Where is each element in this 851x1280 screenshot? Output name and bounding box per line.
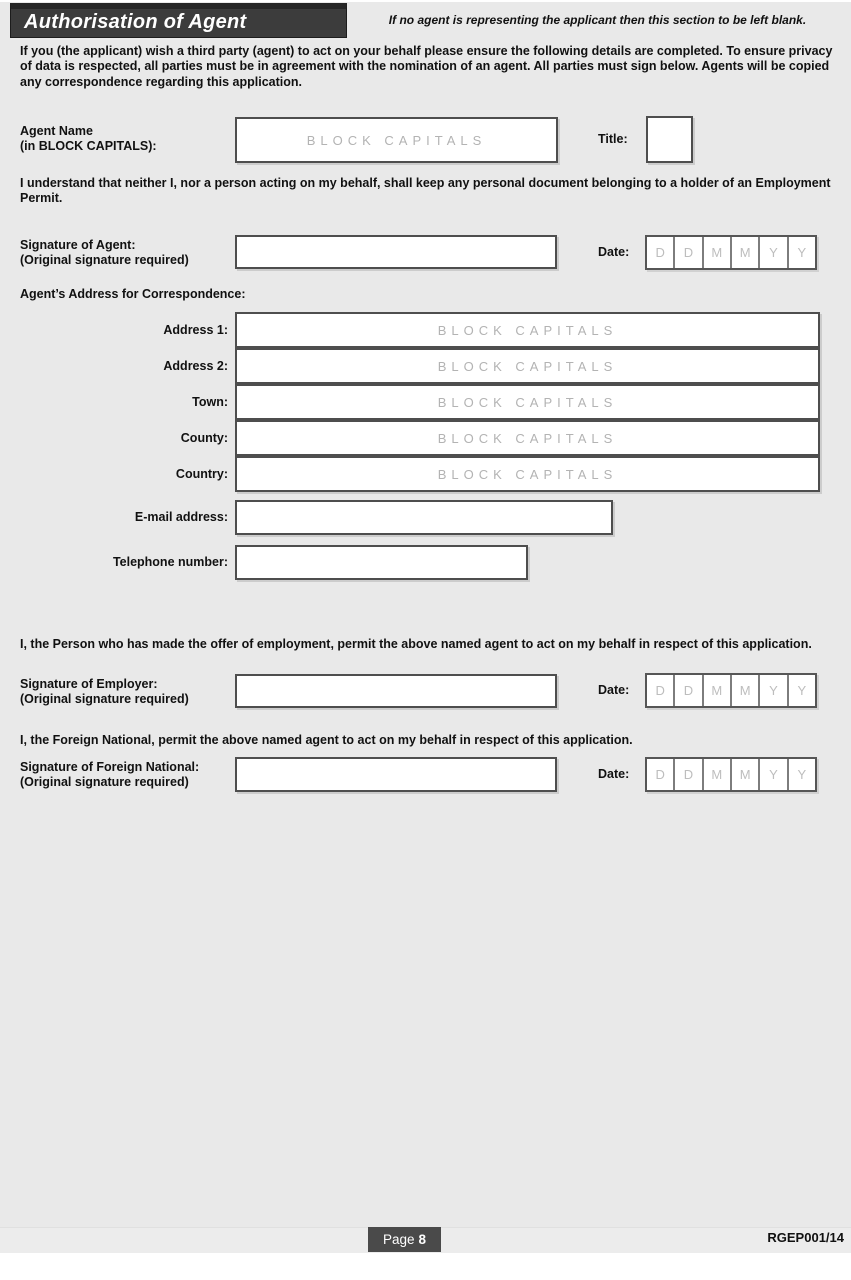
- date-cell-fn-d1[interactable]: D: [655, 767, 665, 782]
- signature-foreign-national-label-line1: Signature of Foreign National:: [20, 760, 200, 774]
- date-cell-agent-d1[interactable]: D: [655, 245, 665, 260]
- phone-input[interactable]: [235, 545, 528, 580]
- page-word: Page: [382, 1232, 415, 1247]
- date-group-agent: [645, 235, 817, 270]
- address2-input[interactable]: [235, 348, 820, 384]
- header-note: If no agent is representing the applicant then this section to be left blank.: [388, 13, 807, 27]
- form-code: RGEP001/14: [767, 1230, 844, 1245]
- date-cell-fn-m2[interactable]: M: [730, 759, 758, 790]
- phone-label: Telephone number:: [112, 555, 228, 569]
- page-badge: [368, 1227, 441, 1252]
- date-cell-fn-y1[interactable]: Y: [758, 759, 786, 790]
- county-label: County:: [180, 431, 228, 445]
- email-label: E-mail address:: [134, 510, 228, 524]
- statement-foreign-national-permission: I, the Foreign National, permit the above named agent to act on my behalf in respect of this application.: [20, 733, 633, 747]
- signature-agent-input[interactable]: [235, 235, 557, 269]
- date-employer-label: Date:: [598, 683, 630, 697]
- section-title: Authorisation of Agent: [24, 11, 247, 33]
- date-group-employer: [645, 673, 817, 708]
- signature-agent-label-line1: Signature of Agent:: [20, 238, 136, 252]
- date-cell-employer-d2[interactable]: D: [673, 675, 701, 706]
- date-cell-agent-y1[interactable]: Y: [758, 237, 786, 268]
- agent-title-input[interactable]: [646, 116, 693, 163]
- intro-paragraph: If you (the applicant) wish a third party (agent) to act on your behalf please ensure the following details are completed. To ensure privacy of data is respected, all parties must be in agreement with the nomination of an agent. All parties must sign below. Agents will be copied any correspondence regarding this application.: [20, 44, 833, 89]
- town-input[interactable]: [235, 384, 820, 420]
- signature-employer-label-line2: (Original signature required): [20, 692, 189, 706]
- date-cell-agent-y2[interactable]: Y: [787, 237, 815, 268]
- statement-keep-documents: I understand that neither I, nor a person acting on my behalf, shall keep any personal document belonging to a holder of an Employment Permit.: [20, 176, 831, 206]
- country-label: Country:: [175, 467, 228, 481]
- agent-name-label: [20, 124, 157, 154]
- date-cell-employer-y1[interactable]: Y: [758, 675, 786, 706]
- signature-foreign-national-input[interactable]: [235, 757, 557, 792]
- signature-agent-label: [20, 238, 189, 268]
- date-cell-employer-m1[interactable]: M: [702, 675, 730, 706]
- address1-label: Address 1:: [163, 323, 228, 337]
- address2-label: Address 2:: [163, 359, 228, 373]
- date-cell-fn-m1[interactable]: M: [702, 759, 730, 790]
- page-number: 8: [418, 1232, 427, 1247]
- agent-name-input[interactable]: [235, 117, 558, 163]
- town-label: Town:: [192, 395, 228, 409]
- email-input[interactable]: [235, 500, 613, 535]
- date-cell-agent-m2[interactable]: M: [730, 237, 758, 268]
- signature-foreign-national-label: [20, 760, 199, 790]
- date-group-foreign-national: [645, 757, 817, 792]
- date-cell-employer-m2[interactable]: M: [730, 675, 758, 706]
- statement-employer-permission: I, the Person who has made the offer of employment, permit the above named agent to act on my behalf in respect of this application.: [20, 637, 812, 651]
- date-agent-label: Date:: [598, 245, 630, 259]
- signature-employer-input[interactable]: [235, 674, 557, 708]
- country-input[interactable]: [235, 456, 820, 492]
- date-foreign-national-label: Date:: [598, 767, 630, 781]
- date-cell-employer-y2[interactable]: Y: [787, 675, 815, 706]
- agent-name-label-line2: (in BLOCK CAPITALS):: [20, 139, 157, 153]
- date-cell-employer-d1[interactable]: D: [655, 683, 665, 698]
- date-cell-fn-d2[interactable]: D: [673, 759, 701, 790]
- agent-name-label-line1: Agent Name: [20, 124, 93, 138]
- signature-foreign-national-label-line2: (Original signature required): [20, 775, 189, 789]
- date-cell-agent-m1[interactable]: M: [702, 237, 730, 268]
- section-title-bar: [10, 3, 347, 38]
- agent-title-label: Title:: [598, 132, 628, 146]
- county-input[interactable]: [235, 420, 820, 456]
- date-cell-fn-y2[interactable]: Y: [787, 759, 815, 790]
- signature-employer-label-line1: Signature of Employer:: [20, 677, 158, 691]
- address-heading: Agent’s Address for Correspondence:: [20, 287, 246, 301]
- signature-agent-label-line2: (Original signature required): [20, 253, 189, 267]
- address1-input[interactable]: [235, 312, 820, 348]
- signature-employer-label: [20, 677, 189, 707]
- date-cell-agent-d2[interactable]: D: [673, 237, 701, 268]
